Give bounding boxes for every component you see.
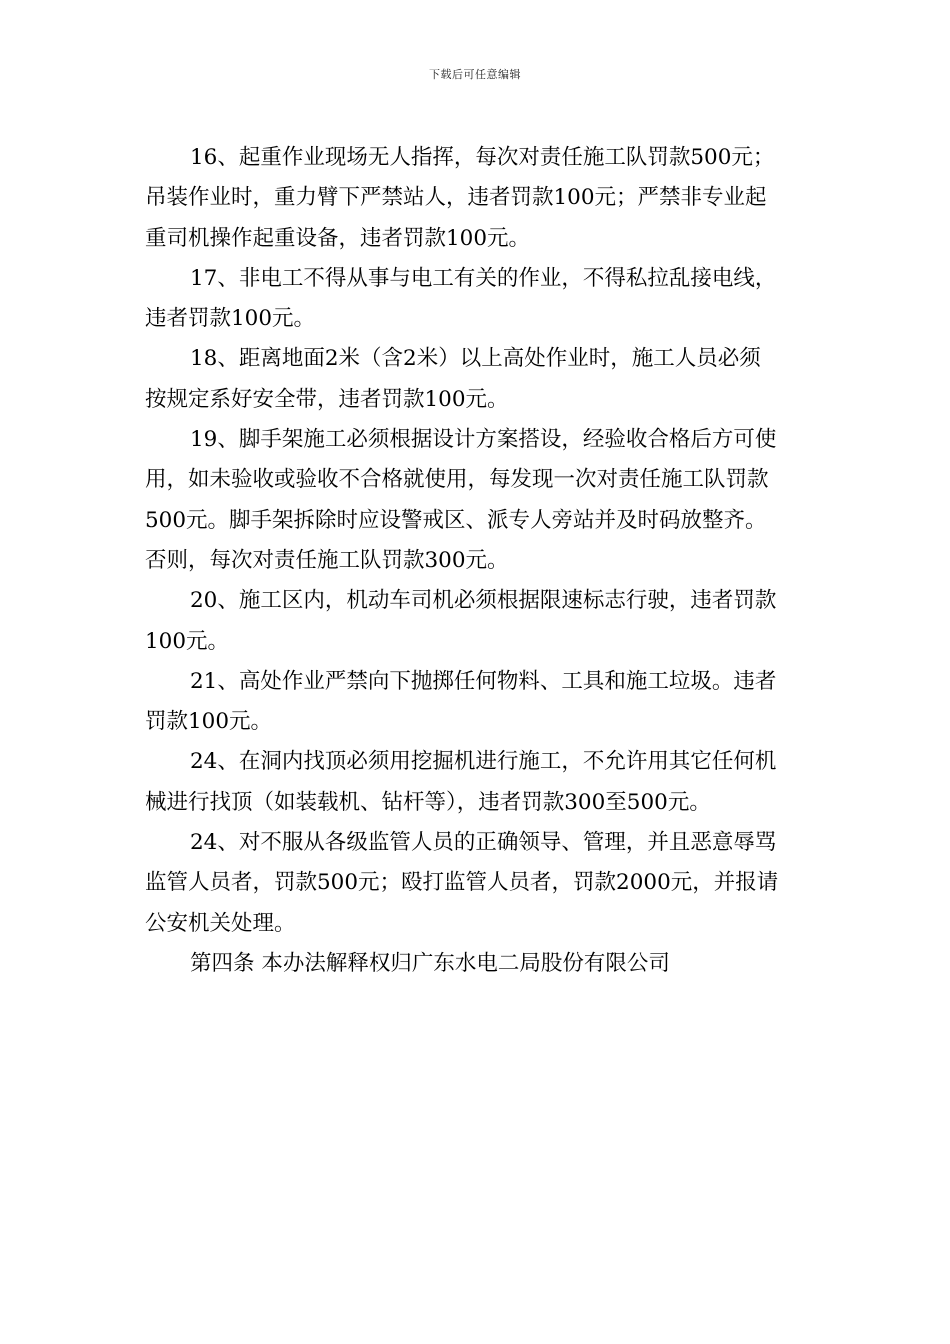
paragraph-item-16: 16、起重作业现场无人指挥，每次对责任施工队罚款500元； 吊装作业时，重力臂下严禁站人，违者罚款100元；严禁非专业起 重司机操作起重设备，违者罚款100元。 [145,145,775,251]
paragraph-item-24b: 24、对不服从各级监管人员的正确领导、管理，并且恶意辱骂 监管人员者，罚款500元；殴打监管人员者，罚款2000元，并报请 公安机关处理。 [145,830,779,936]
paragraph-item-20: 20、施工区内，机动车司机必须根据限速标志行驶，违者罚款 100元。 [145,588,777,654]
paragraph-item-19: 19、脚手架施工必须根据设计方案搭设，经验收合格后方可使 用，如未验收或验收不合格就使用，每发现一次对责任施工队罚款 500元。脚手架拆除时应设警戒区、派专人旁站并及时码放整齐。 否则，每次对责任施工队罚款300元。 [145,427,777,573]
paragraph-item-18: 18、距离地面2米（含2米）以上高处作业时，施工人员必须 按规定系好安全带，违者罚款100元。 [145,346,761,412]
paragraph-item-24a: 24、在洞内找顶必须用挖掘机进行施工，不允许用其它任何机 械进行找顶（如装载机、钻杆等），违者罚款300至500元。 [145,749,777,815]
page-header: 下载后可任意编辑 [429,68,521,81]
paragraph-item-21: 21、高处作业严禁向下抛掷任何物料、工具和施工垃圾。违者 罚款100元。 [145,668,777,735]
document-body [145,138,805,984]
article-four: 第四条 本办法解释权归广东水电二局股份有限公司 [190,950,670,976]
paragraph-item-17: 17、非电工不得从事与电工有关的作业，不得私拉乱接电线， 违者罚款100元。 [145,265,777,332]
